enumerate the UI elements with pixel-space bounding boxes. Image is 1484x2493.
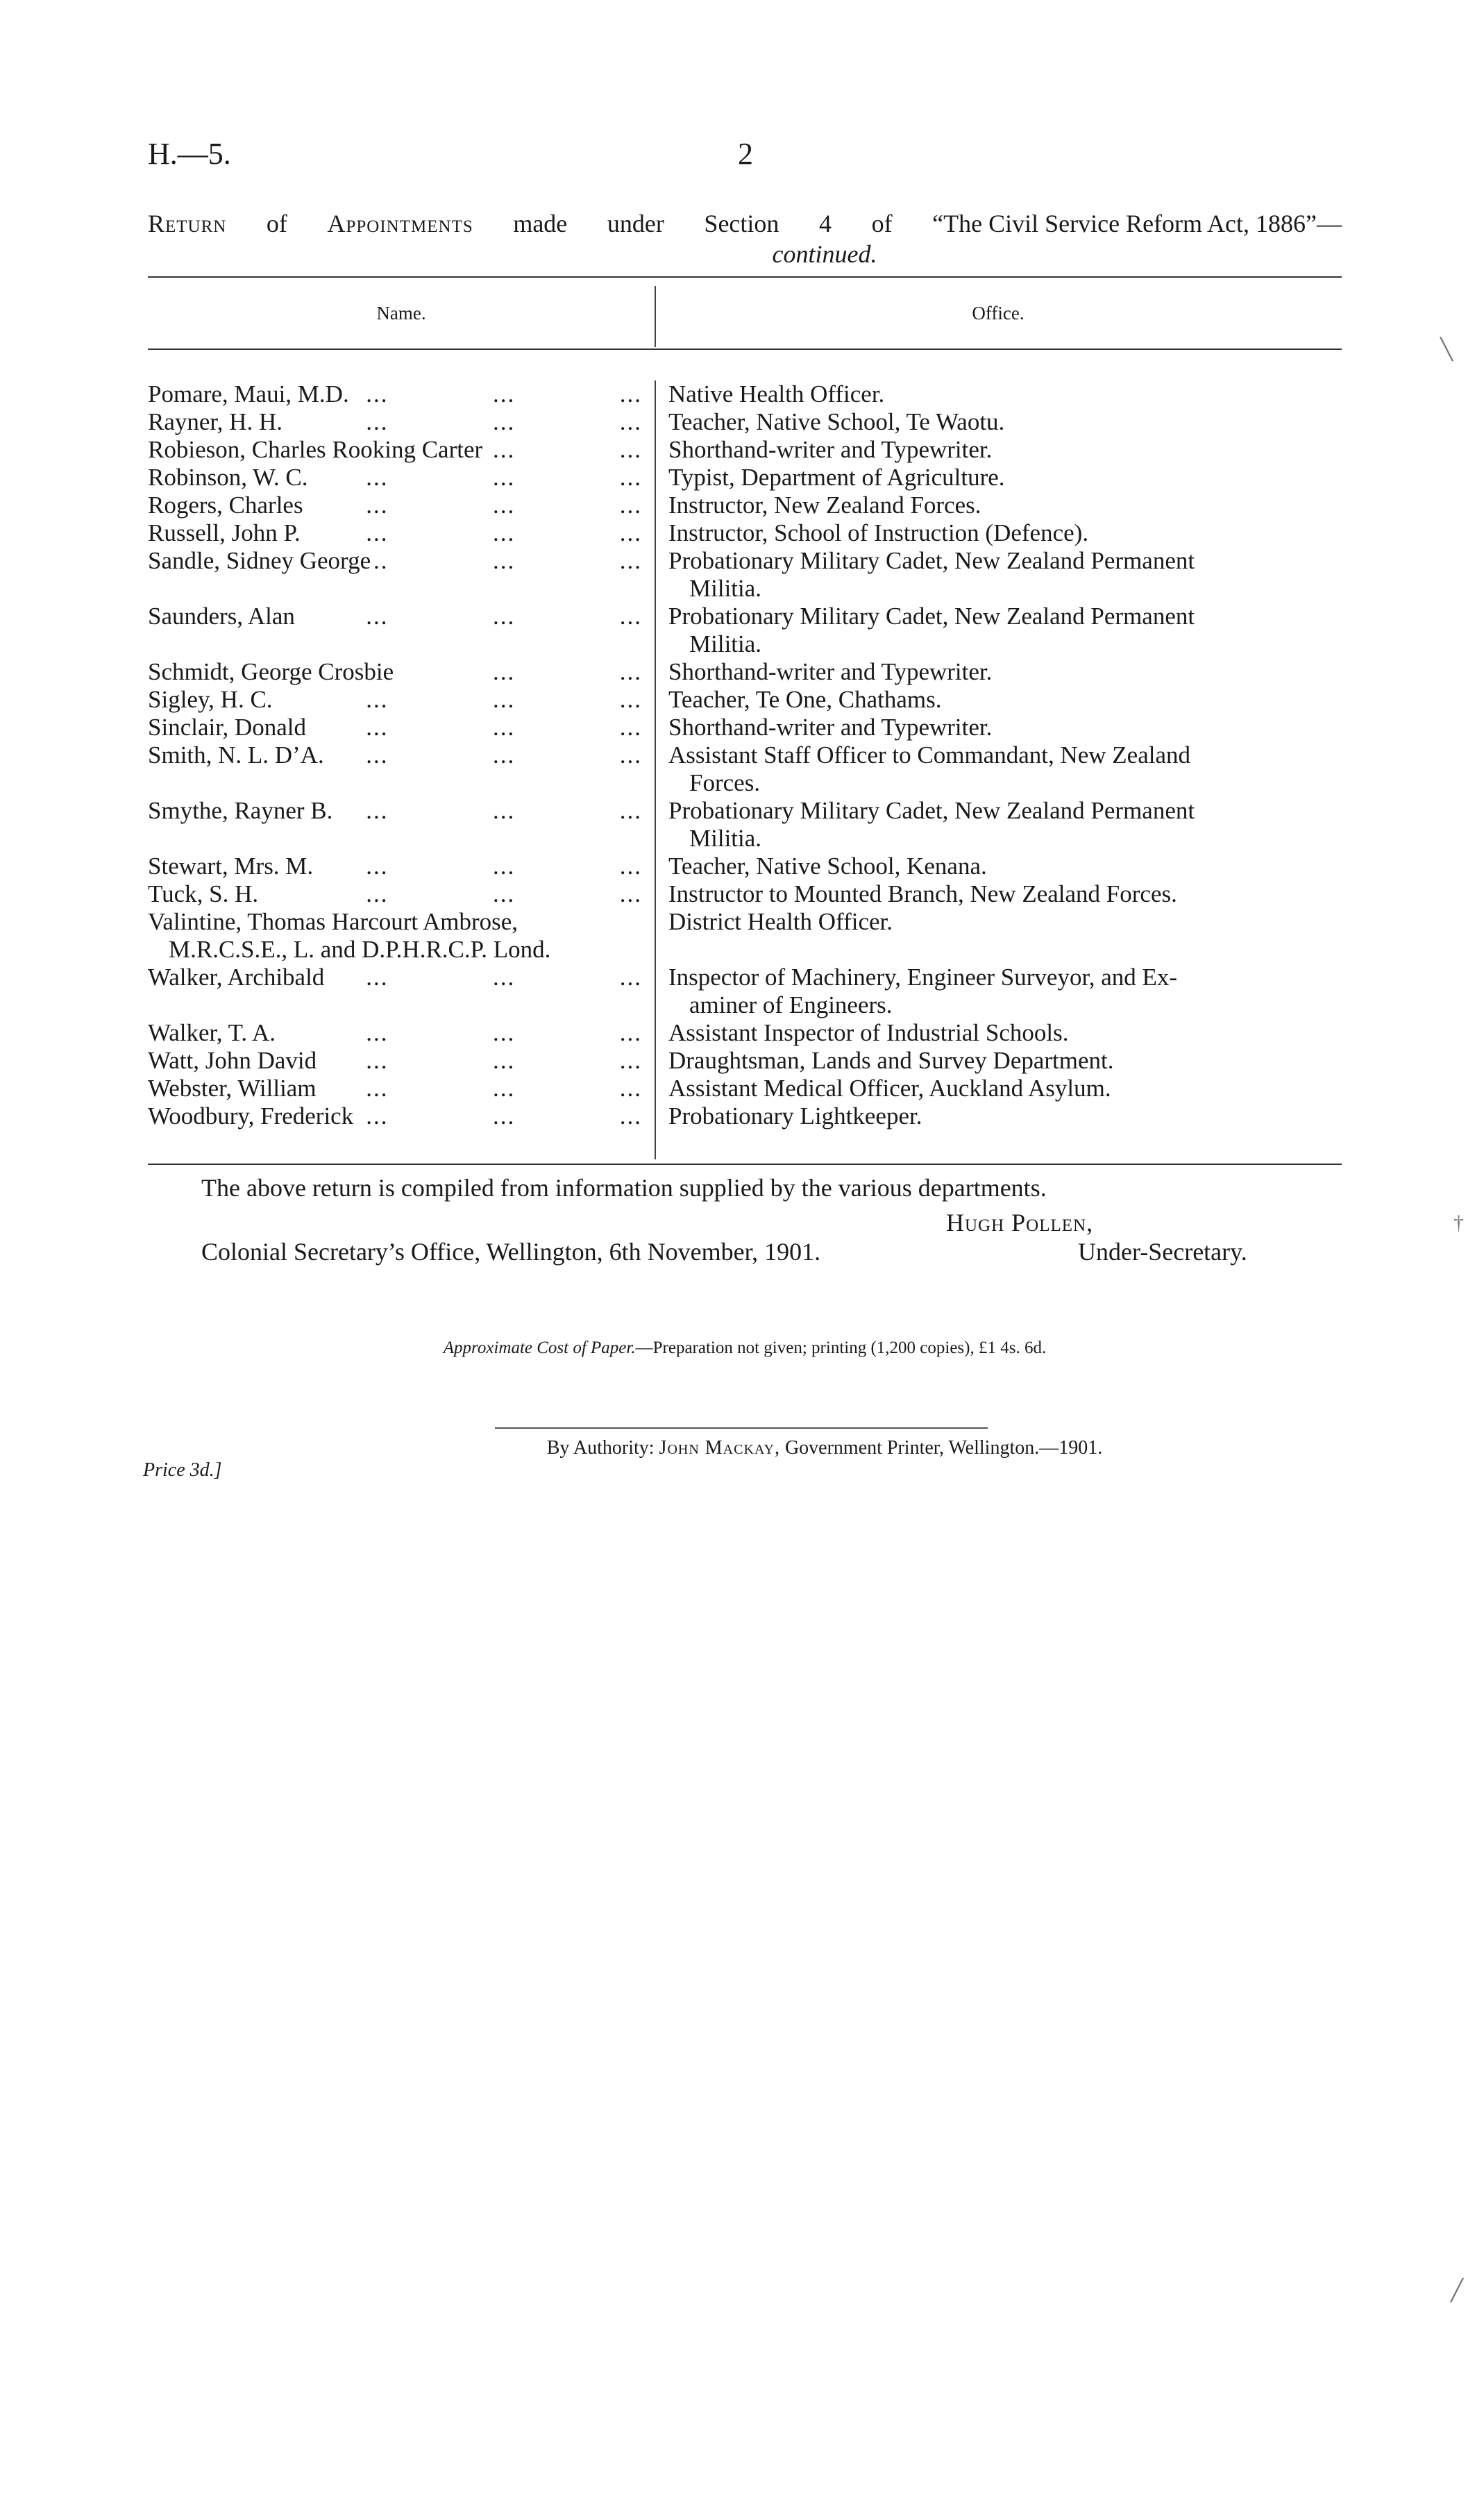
table-row xyxy=(148,436,1342,464)
imprint-suffix: Government Printer, Wellington.—1901. xyxy=(784,1437,1103,1459)
office-title-continued: aminer of Engineers. xyxy=(689,991,893,1018)
appointee-name: Rogers, Charles xyxy=(148,492,307,519)
table-top-rule xyxy=(148,276,1342,278)
signer-title: Under-Secretary. xyxy=(1078,1238,1247,1266)
appointee-name: Walker, T. A. xyxy=(148,1019,280,1046)
table-row xyxy=(148,797,1342,853)
office-title: Inspector of Machinery, Engineer Surveyor, and Ex- xyxy=(668,964,1178,991)
office-title: Typist, Department of Agriculture. xyxy=(668,464,1005,491)
office-title-continued: Militia. xyxy=(689,575,762,602)
office-title: Teacher, Native School, Kenana. xyxy=(668,853,987,880)
table-row xyxy=(148,603,1342,658)
appointee-name: Stewart, Mrs. M. xyxy=(148,853,317,880)
title-word: of xyxy=(266,210,287,237)
office-title: Probationary Military Cadet, New Zealand Permanent xyxy=(668,797,1195,824)
office-title: Probationary Military Cadet, New Zealand Permanent xyxy=(668,603,1195,630)
office-cell xyxy=(655,741,1342,797)
appointments-table xyxy=(148,380,1342,1130)
table-row xyxy=(148,853,1342,880)
table-row xyxy=(148,1019,1342,1047)
name-cell xyxy=(148,547,655,603)
office-cell xyxy=(655,964,1342,1019)
office-cell xyxy=(655,1047,1342,1075)
appointee-name: Woodbury, Frederick xyxy=(148,1102,357,1130)
appointee-name-continued: M.R.C.S.E., L. and D.P.H.R.C.P. Lond. xyxy=(169,936,551,963)
office-cell xyxy=(655,492,1342,519)
office-dateline: Colonial Secretary’s Office, Wellington, 6th November, 1901. xyxy=(201,1238,821,1266)
appointee-name: Sandle, Sidney George xyxy=(148,547,375,574)
office-title: Shorthand-writer and Typewriter. xyxy=(668,714,993,741)
name-cell xyxy=(148,658,655,686)
appointee-name: Russell, John P. xyxy=(148,519,305,546)
title-line-1 xyxy=(148,208,1342,239)
appointee-name: Schmidt, George Crosbie xyxy=(148,658,398,685)
appointee-name: Rayner, H. H. xyxy=(148,408,287,435)
office-cell xyxy=(655,1075,1342,1102)
table-header-rule xyxy=(148,349,1342,350)
printer-imprint xyxy=(148,1437,1342,1459)
office-cell xyxy=(655,519,1342,547)
office-cell xyxy=(655,408,1342,436)
compiled-note: The above return is compiled from information supplied by the various departments. xyxy=(201,1174,1047,1202)
name-cell xyxy=(148,380,655,408)
office-cell xyxy=(655,464,1342,492)
imprint-rule xyxy=(495,1427,988,1429)
name-cell xyxy=(148,1102,655,1130)
column-header-name: Name. xyxy=(376,303,426,324)
office-title: Shorthand-writer and Typewriter. xyxy=(668,658,993,685)
name-cell xyxy=(148,519,655,547)
office-title: Teacher, Te One, Chathams. xyxy=(668,686,942,713)
appointee-name: Smythe, Rayner B. xyxy=(148,797,337,824)
name-cell xyxy=(148,797,655,853)
name-cell xyxy=(148,714,655,741)
office-title: Assistant Staff Officer to Commandant, New Zealand xyxy=(668,741,1191,769)
document-code: H.—5. xyxy=(148,137,231,171)
imprint-printer: John Mackay, xyxy=(659,1437,780,1459)
appointee-name: Smith, N. L. D’A. xyxy=(148,741,328,769)
office-cell xyxy=(655,1019,1342,1047)
name-cell xyxy=(148,1047,655,1075)
office-cell xyxy=(655,853,1342,880)
appointee-name: Webster, William xyxy=(148,1075,321,1102)
name-cell xyxy=(148,603,655,658)
title-word: under xyxy=(607,210,664,237)
title-act-name: “The Civil Service Reform Act, 1886”— xyxy=(932,210,1342,237)
office-title-continued: Militia. xyxy=(689,825,762,852)
office-cell xyxy=(655,380,1342,408)
appointee-name: Sigley, H. C. xyxy=(148,686,277,713)
name-cell xyxy=(148,408,655,436)
appointee-name: Sinclair, Donald xyxy=(148,714,310,741)
table-row xyxy=(148,741,1342,797)
title-word: Appointments xyxy=(327,210,473,237)
name-cell xyxy=(148,1075,655,1102)
office-cell xyxy=(655,686,1342,714)
office-title: District Health Officer. xyxy=(668,908,893,935)
appointee-name: Robieson, Charles Rooking Carter xyxy=(148,436,487,463)
cost-text: —Preparation not given; printing (1,200 copies), £1 4s. 6d. xyxy=(635,1338,1047,1357)
name-cell xyxy=(148,741,655,797)
imprint-prefix: By Authority: xyxy=(546,1437,655,1459)
scan-mark: † xyxy=(1453,1211,1464,1234)
table-row xyxy=(148,658,1342,686)
office-title: Probationary Lightkeeper. xyxy=(668,1102,922,1130)
office-cell xyxy=(655,908,1342,964)
office-cell xyxy=(655,658,1342,686)
table-row xyxy=(148,408,1342,436)
appointee-name: Watt, John David xyxy=(148,1047,321,1074)
name-cell xyxy=(148,686,655,714)
table-bottom-rule xyxy=(148,1164,1342,1165)
appointee-name: Saunders, Alan xyxy=(148,603,299,630)
office-cell xyxy=(655,797,1342,853)
office-cell xyxy=(655,603,1342,658)
cost-of-paper xyxy=(148,1338,1342,1358)
column-header-office: Office. xyxy=(972,303,1025,324)
table-row xyxy=(148,714,1342,741)
name-cell xyxy=(148,1019,655,1047)
table-row xyxy=(148,464,1342,492)
office-title-continued: Forces. xyxy=(689,769,761,796)
table-row xyxy=(148,380,1342,408)
name-cell xyxy=(148,492,655,519)
office-title: Draughtsman, Lands and Survey Department. xyxy=(668,1047,1114,1074)
title-word: Section xyxy=(704,210,779,237)
name-cell xyxy=(148,464,655,492)
office-cell xyxy=(655,714,1342,741)
table-row xyxy=(148,964,1342,1019)
scan-mark: ╲ xyxy=(1440,338,1453,361)
title-word: Return xyxy=(148,210,227,237)
return-title xyxy=(148,208,1342,269)
signer-name: Hugh Pollen, xyxy=(946,1209,1094,1236)
table-row xyxy=(148,686,1342,714)
office-title: Shorthand-writer and Typewriter. xyxy=(668,436,993,463)
table-row xyxy=(148,908,1342,964)
table-row xyxy=(148,1102,1342,1130)
office-cell xyxy=(655,880,1342,908)
title-word: made xyxy=(513,210,568,237)
office-cell xyxy=(655,1102,1342,1130)
appointee-name: Pomare, Maui, M.D. xyxy=(148,380,353,408)
name-cell xyxy=(148,908,655,964)
office-cell xyxy=(655,436,1342,464)
name-cell xyxy=(148,436,655,464)
scan-mark: ╱ xyxy=(1451,2279,1464,2302)
office-title: Teacher, Native School, Te Waotu. xyxy=(668,408,1005,435)
table-row xyxy=(148,1047,1342,1075)
appointee-name: Tuck, S. H. xyxy=(148,880,262,907)
office-title: Assistant Medical Officer, Auckland Asylum. xyxy=(668,1075,1111,1102)
table-row xyxy=(148,547,1342,603)
office-title: Instructor, School of Instruction (Defence). xyxy=(668,519,1089,546)
title-word: 4 xyxy=(818,210,832,237)
page-number: 2 xyxy=(738,137,753,171)
name-cell xyxy=(148,880,655,908)
office-cell xyxy=(655,547,1342,603)
office-title: Native Health Officer. xyxy=(668,380,885,408)
name-cell xyxy=(148,964,655,1019)
name-cell xyxy=(148,853,655,880)
appointee-name: Robinson, W. C. xyxy=(148,464,312,491)
appointee-name: Valintine, Thomas Harcourt Ambrose, xyxy=(148,908,518,935)
cost-label: Approximate Cost of Paper. xyxy=(443,1338,636,1357)
office-title: Probationary Military Cadet, New Zealand Permanent xyxy=(668,547,1195,574)
table-row xyxy=(148,1075,1342,1102)
title-word: of xyxy=(871,210,893,237)
table-row xyxy=(148,880,1342,908)
office-title: Instructor to Mounted Branch, New Zealand Forces. xyxy=(668,880,1177,907)
office-title: Instructor, New Zealand Forces. xyxy=(668,492,981,519)
table-row xyxy=(148,492,1342,519)
office-title: Assistant Inspector of Industrial Schools. xyxy=(668,1019,1069,1046)
appointee-name: Walker, Archibald xyxy=(148,964,328,991)
table-row xyxy=(148,519,1342,547)
title-continued: continued. xyxy=(772,240,877,268)
price: Price 3d.] xyxy=(143,1459,222,1481)
office-title-continued: Militia. xyxy=(689,630,762,657)
